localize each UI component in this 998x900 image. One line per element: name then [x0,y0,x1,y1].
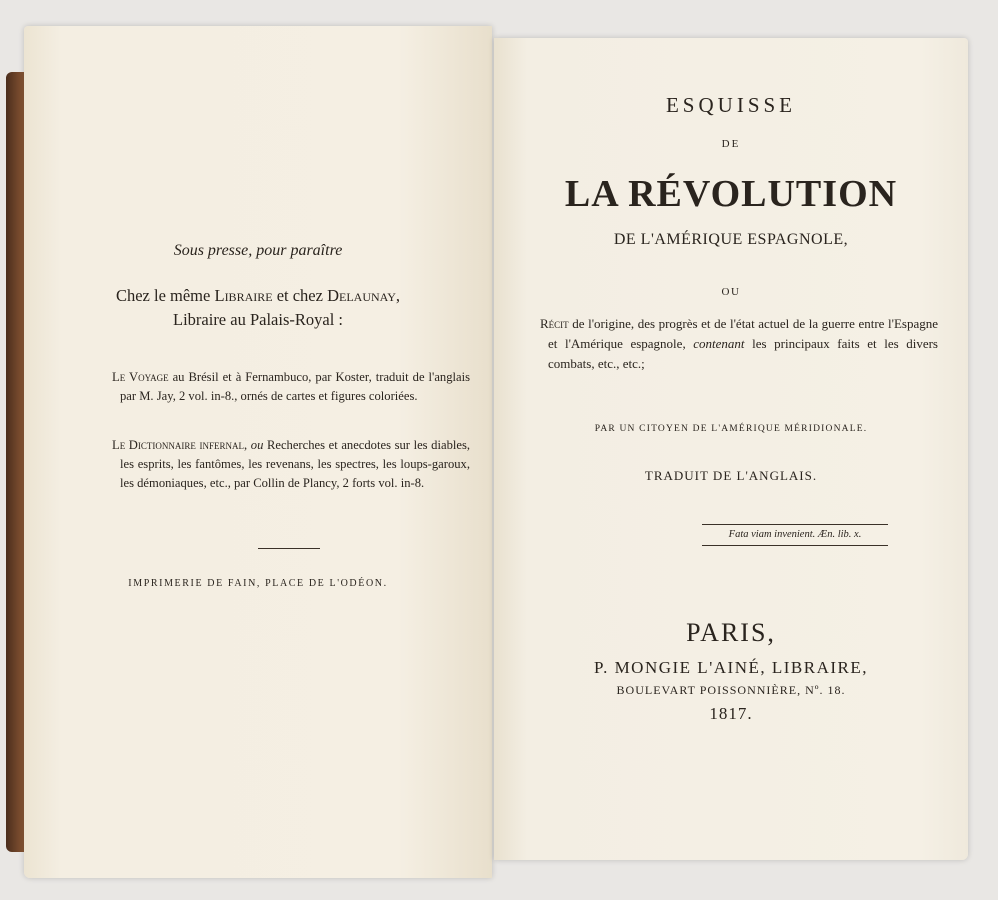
book-entry-dictionnaire [112,436,470,493]
imprint-city: PARIS, [686,618,776,647]
title-top: ESQUISSE [665,93,797,117]
entry-sep: , [244,438,251,452]
right-page [494,38,968,860]
main-title: LA RÉVOLUTION [564,173,898,215]
publisher-mid: et chez [272,286,328,305]
left-page [24,26,492,878]
entry-title: Le Dictionnaire infernal [112,438,244,452]
imprint-year: 1817. [709,704,753,723]
publisher-notice [24,284,492,332]
book-entry-voyage [112,368,470,406]
entry-title: Le Voyage [112,370,169,384]
printer-imprint: IMPRIMERIE DE FAIN, PLACE DE L'ODÉON. [128,578,388,589]
desc-recit: Récit [540,316,569,331]
description [540,314,938,374]
publisher-line2: Libraire au Palais-Royal : [173,310,343,329]
desc-part2: les principaux faits et les divers combats, etc., etc.; [548,336,938,371]
announcement: Sous presse, pour paraître [173,242,343,259]
desc-contenant: contenant [693,336,745,351]
motto-box [702,524,888,546]
desc-part1: de l'origine, des progrès et de l'état actuel de la guerre entre l'Espagne et l'Amérique espagnole, [548,316,938,351]
divider [258,548,320,549]
publisher-libraire: Libraire [214,286,273,305]
publisher-name: Delaunay, [327,286,401,305]
entry-text: Recherches et anecdotes sur les diables, les esprits, les fantômes, les revenans, les spectres, les loups-garoux, les démoniaques, etc., par Collin de Plancy, 2 forts vol. in-8. [120,438,470,490]
title-de: DE [721,138,741,150]
entry-text: au Brésil et à Fernambuco, par Koster, traduit de l'anglais par M. Jay, 2 vol. in-8., ornés de cartes et figures coloriées. [120,370,470,403]
title-ou: OU [721,286,741,298]
translated-line: TRADUIT DE L'ANGLAIS. [644,468,818,483]
publisher-prefix: Chez le même [115,286,215,305]
subtitle: DE L'AMÉRIQUE ESPAGNOLE, [613,231,849,248]
entry-ou: ou [250,438,264,452]
motto-rule-bottom [702,545,888,546]
motto: Fata viam invenient. Æn. lib. x. [728,529,862,540]
author-line: PAR UN CITOYEN DE L'AMÉRIQUE MÉRIDIONALE. [594,424,868,434]
imprint-address: BOULEVART POISSONNIÈRE, Nº. 18. [616,683,846,697]
imprint-publisher: P. MONGIE L'AINÉ, LIBRAIRE, [594,658,868,677]
